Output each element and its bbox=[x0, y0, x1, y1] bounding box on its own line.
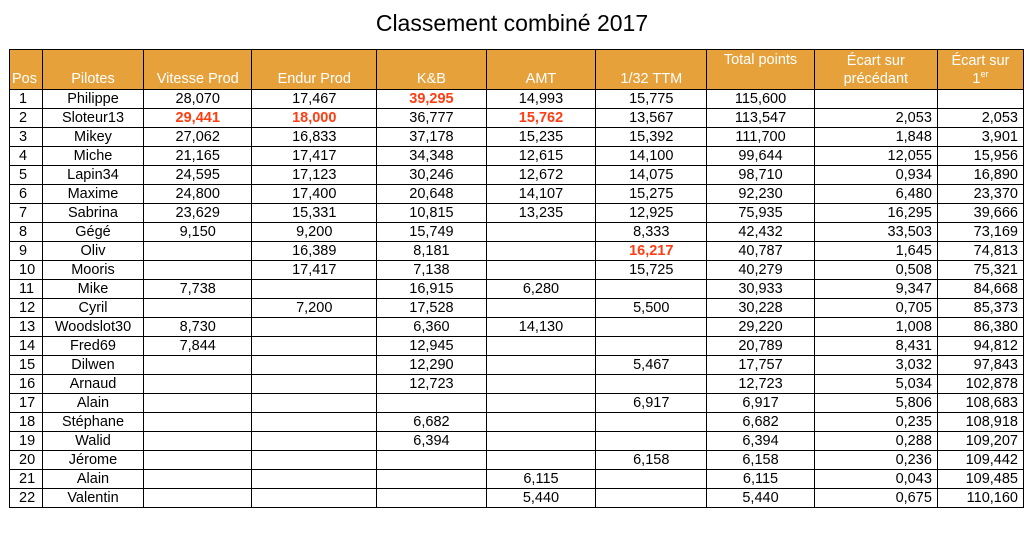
cell-endur: 17,417 bbox=[252, 261, 377, 280]
cell-ecart-prec: 0,235 bbox=[814, 413, 937, 432]
cell-pilote: Sabrina bbox=[42, 204, 143, 223]
cell-endur: 18,000 bbox=[252, 109, 377, 128]
cell-pos: 19 bbox=[10, 432, 43, 451]
cell-ecart-first: 102,878 bbox=[937, 375, 1023, 394]
cell-pos: 16 bbox=[10, 375, 43, 394]
cell-vitesse: 24,800 bbox=[144, 185, 252, 204]
cell-endur bbox=[252, 413, 377, 432]
cell-pos: 13 bbox=[10, 318, 43, 337]
cell-ecart-first: 109,442 bbox=[937, 451, 1023, 470]
table-row bbox=[10, 489, 1024, 508]
cell-ttm: 14,100 bbox=[596, 147, 707, 166]
cell-pos: 8 bbox=[10, 223, 43, 242]
cell-pilote: Maxime bbox=[42, 185, 143, 204]
cell-vitesse: 28,070 bbox=[144, 90, 252, 109]
cell-ecart-prec: 0,508 bbox=[814, 261, 937, 280]
cell-ecart-prec: 1,848 bbox=[814, 128, 937, 147]
cell-pilote: Oliv bbox=[42, 242, 143, 261]
table-row bbox=[10, 261, 1024, 280]
cell-ecart-first: 85,373 bbox=[937, 299, 1023, 318]
cell-endur: 7,200 bbox=[252, 299, 377, 318]
table-row bbox=[10, 109, 1024, 128]
cell-vitesse: 9,150 bbox=[144, 223, 252, 242]
cell-pilote: Jérome bbox=[42, 451, 143, 470]
cell-endur bbox=[252, 337, 377, 356]
cell-vitesse bbox=[144, 451, 252, 470]
header-endur: Endur Prod bbox=[252, 50, 377, 90]
cell-ecart-first: 110,160 bbox=[937, 489, 1023, 508]
cell-pilote: Miche bbox=[42, 147, 143, 166]
cell-pilote: Gégé bbox=[42, 223, 143, 242]
cell-ecart-first: 108,918 bbox=[937, 413, 1023, 432]
cell-endur bbox=[252, 394, 377, 413]
table-row bbox=[10, 147, 1024, 166]
cell-endur bbox=[252, 280, 377, 299]
cell-vitesse: 27,062 bbox=[144, 128, 252, 147]
cell-endur: 17,467 bbox=[252, 90, 377, 109]
cell-pilote: Mooris bbox=[42, 261, 143, 280]
cell-total: 113,547 bbox=[707, 109, 814, 128]
cell-pos: 5 bbox=[10, 166, 43, 185]
cell-pos: 7 bbox=[10, 204, 43, 223]
cell-total: 6,115 bbox=[707, 470, 814, 489]
cell-amt: 13,235 bbox=[486, 204, 596, 223]
cell-kb: 8,181 bbox=[377, 242, 487, 261]
cell-total: 92,230 bbox=[707, 185, 814, 204]
cell-endur: 15,331 bbox=[252, 204, 377, 223]
table-row bbox=[10, 432, 1024, 451]
header-amt: AMT bbox=[486, 50, 596, 90]
cell-ttm: 13,567 bbox=[596, 109, 707, 128]
cell-ttm: 15,725 bbox=[596, 261, 707, 280]
cell-ecart-first: 97,843 bbox=[937, 356, 1023, 375]
header-ecart-first-line1: Écart sur bbox=[951, 53, 1010, 69]
header-ecart-first bbox=[937, 50, 1023, 90]
cell-pos: 2 bbox=[10, 109, 43, 128]
cell-amt bbox=[486, 299, 596, 318]
cell-kb: 16,915 bbox=[377, 280, 487, 299]
cell-ecart-first: 94,812 bbox=[937, 337, 1023, 356]
cell-amt bbox=[486, 242, 596, 261]
cell-ecart-first: 74,813 bbox=[937, 242, 1023, 261]
header-ecart-prec-line2: précédant bbox=[843, 71, 909, 87]
header-ecart-prec bbox=[814, 50, 937, 90]
cell-pilote: Sloteur13 bbox=[42, 109, 143, 128]
cell-ttm: 15,275 bbox=[596, 185, 707, 204]
table-row bbox=[10, 337, 1024, 356]
cell-pilote: Stéphane bbox=[42, 413, 143, 432]
header-vitesse: Vitesse Prod bbox=[144, 50, 252, 90]
header-ttm: 1/32 TTM bbox=[596, 50, 707, 90]
cell-ecart-first bbox=[937, 90, 1023, 109]
cell-ecart-prec: 12,055 bbox=[814, 147, 937, 166]
cell-pilote: Mike bbox=[42, 280, 143, 299]
table-row bbox=[10, 280, 1024, 299]
cell-ttm: 8,333 bbox=[596, 223, 707, 242]
cell-pilote: Dilwen bbox=[42, 356, 143, 375]
cell-kb: 12,723 bbox=[377, 375, 487, 394]
cell-ttm: 6,917 bbox=[596, 394, 707, 413]
cell-ecart-prec bbox=[814, 90, 937, 109]
cell-kb bbox=[377, 451, 487, 470]
cell-ecart-prec: 5,806 bbox=[814, 394, 937, 413]
cell-ttm bbox=[596, 489, 707, 508]
cell-ecart-first: 23,370 bbox=[937, 185, 1023, 204]
cell-ecart-first: 109,207 bbox=[937, 432, 1023, 451]
cell-ecart-first: 109,485 bbox=[937, 470, 1023, 489]
cell-vitesse: 29,441 bbox=[144, 109, 252, 128]
cell-vitesse bbox=[144, 299, 252, 318]
cell-kb: 20,648 bbox=[377, 185, 487, 204]
cell-endur bbox=[252, 375, 377, 394]
cell-ttm: 12,925 bbox=[596, 204, 707, 223]
cell-vitesse: 8,730 bbox=[144, 318, 252, 337]
cell-pilote: Arnaud bbox=[42, 375, 143, 394]
cell-ecart-prec: 3,032 bbox=[814, 356, 937, 375]
cell-amt: 5,440 bbox=[486, 489, 596, 508]
cell-pos: 21 bbox=[10, 470, 43, 489]
cell-total: 111,700 bbox=[707, 128, 814, 147]
cell-total: 40,279 bbox=[707, 261, 814, 280]
cell-kb: 37,178 bbox=[377, 128, 487, 147]
cell-pos: 15 bbox=[10, 356, 43, 375]
cell-vitesse bbox=[144, 242, 252, 261]
cell-kb: 7,138 bbox=[377, 261, 487, 280]
cell-kb: 6,682 bbox=[377, 413, 487, 432]
cell-ttm bbox=[596, 470, 707, 489]
cell-pilote: Alain bbox=[42, 394, 143, 413]
header-ecart-prec-line1: Écart sur bbox=[846, 53, 905, 69]
cell-endur: 17,123 bbox=[252, 166, 377, 185]
table-row bbox=[10, 451, 1024, 470]
cell-total: 115,600 bbox=[707, 90, 814, 109]
cell-endur bbox=[252, 470, 377, 489]
cell-pos: 6 bbox=[10, 185, 43, 204]
cell-pos: 18 bbox=[10, 413, 43, 432]
cell-amt bbox=[486, 413, 596, 432]
table-row bbox=[10, 223, 1024, 242]
cell-amt: 12,672 bbox=[486, 166, 596, 185]
cell-ttm: 5,467 bbox=[596, 356, 707, 375]
cell-endur bbox=[252, 489, 377, 508]
cell-ttm: 15,392 bbox=[596, 128, 707, 147]
cell-amt bbox=[486, 337, 596, 356]
cell-ecart-prec: 1,645 bbox=[814, 242, 937, 261]
cell-pos: 10 bbox=[10, 261, 43, 280]
table-row bbox=[10, 90, 1024, 109]
cell-kb: 36,777 bbox=[377, 109, 487, 128]
cell-ecart-first: 39,666 bbox=[937, 204, 1023, 223]
cell-vitesse: 7,738 bbox=[144, 280, 252, 299]
cell-ecart-prec: 6,480 bbox=[814, 185, 937, 204]
cell-endur bbox=[252, 451, 377, 470]
cell-vitesse bbox=[144, 356, 252, 375]
cell-kb: 10,815 bbox=[377, 204, 487, 223]
cell-endur: 16,389 bbox=[252, 242, 377, 261]
cell-pos: 11 bbox=[10, 280, 43, 299]
cell-kb bbox=[377, 489, 487, 508]
cell-ttm bbox=[596, 280, 707, 299]
cell-total: 30,933 bbox=[707, 280, 814, 299]
cell-kb bbox=[377, 470, 487, 489]
header-pilotes: Pilotes bbox=[42, 50, 143, 90]
cell-endur bbox=[252, 432, 377, 451]
header-ecart-first-sup: er bbox=[980, 69, 989, 80]
cell-kb: 6,394 bbox=[377, 432, 487, 451]
cell-pilote: Woodslot30 bbox=[42, 318, 143, 337]
cell-ecart-prec: 33,503 bbox=[814, 223, 937, 242]
cell-kb: 12,945 bbox=[377, 337, 487, 356]
cell-ecart-prec: 0,288 bbox=[814, 432, 937, 451]
cell-ecart-prec: 2,053 bbox=[814, 109, 937, 128]
cell-amt bbox=[486, 375, 596, 394]
cell-total: 6,917 bbox=[707, 394, 814, 413]
table-row bbox=[10, 470, 1024, 489]
cell-ecart-first: 84,668 bbox=[937, 280, 1023, 299]
cell-pilote: Mikey bbox=[42, 128, 143, 147]
cell-ecart-first: 16,890 bbox=[937, 166, 1023, 185]
cell-ecart-first: 73,169 bbox=[937, 223, 1023, 242]
header-total: Total points bbox=[707, 50, 814, 90]
cell-vitesse: 7,844 bbox=[144, 337, 252, 356]
cell-pos: 12 bbox=[10, 299, 43, 318]
cell-endur: 9,200 bbox=[252, 223, 377, 242]
cell-ecart-prec: 1,008 bbox=[814, 318, 937, 337]
cell-total: 29,220 bbox=[707, 318, 814, 337]
cell-amt bbox=[486, 394, 596, 413]
table-body bbox=[10, 90, 1024, 508]
cell-kb: 12,290 bbox=[377, 356, 487, 375]
cell-endur bbox=[252, 356, 377, 375]
cell-vitesse: 23,629 bbox=[144, 204, 252, 223]
cell-pilote: Philippe bbox=[42, 90, 143, 109]
cell-kb: 30,246 bbox=[377, 166, 487, 185]
cell-ttm: 5,500 bbox=[596, 299, 707, 318]
cell-ttm bbox=[596, 413, 707, 432]
cell-vitesse bbox=[144, 261, 252, 280]
cell-pos: 17 bbox=[10, 394, 43, 413]
cell-vitesse bbox=[144, 375, 252, 394]
cell-ecart-first: 3,901 bbox=[937, 128, 1023, 147]
cell-ecart-prec: 8,431 bbox=[814, 337, 937, 356]
table-row bbox=[10, 356, 1024, 375]
table-row bbox=[10, 204, 1024, 223]
cell-pos: 4 bbox=[10, 147, 43, 166]
cell-amt: 14,107 bbox=[486, 185, 596, 204]
cell-ecart-prec: 0,043 bbox=[814, 470, 937, 489]
cell-ttm bbox=[596, 375, 707, 394]
cell-pilote: Lapin34 bbox=[42, 166, 143, 185]
cell-pos: 3 bbox=[10, 128, 43, 147]
header-ecart-first-line2: 1 bbox=[972, 71, 981, 87]
cell-amt: 14,130 bbox=[486, 318, 596, 337]
cell-ecart-prec: 0,705 bbox=[814, 299, 937, 318]
cell-ecart-first: 108,683 bbox=[937, 394, 1023, 413]
cell-ttm bbox=[596, 318, 707, 337]
cell-total: 40,787 bbox=[707, 242, 814, 261]
cell-vitesse bbox=[144, 394, 252, 413]
cell-pos: 9 bbox=[10, 242, 43, 261]
cell-total: 99,644 bbox=[707, 147, 814, 166]
cell-amt bbox=[486, 356, 596, 375]
cell-total: 5,440 bbox=[707, 489, 814, 508]
cell-pilote: Alain bbox=[42, 470, 143, 489]
cell-amt: 15,762 bbox=[486, 109, 596, 128]
cell-ecart-first: 86,380 bbox=[937, 318, 1023, 337]
cell-total: 6,682 bbox=[707, 413, 814, 432]
cell-vitesse bbox=[144, 432, 252, 451]
cell-ecart-prec: 0,236 bbox=[814, 451, 937, 470]
cell-ecart-prec: 9,347 bbox=[814, 280, 937, 299]
cell-amt: 12,615 bbox=[486, 147, 596, 166]
cell-vitesse: 24,595 bbox=[144, 166, 252, 185]
cell-ttm: 14,075 bbox=[596, 166, 707, 185]
cell-ttm bbox=[596, 432, 707, 451]
cell-endur: 17,400 bbox=[252, 185, 377, 204]
table-row bbox=[10, 394, 1024, 413]
cell-ecart-first: 75,321 bbox=[937, 261, 1023, 280]
cell-amt bbox=[486, 223, 596, 242]
cell-ecart-prec: 16,295 bbox=[814, 204, 937, 223]
cell-vitesse: 21,165 bbox=[144, 147, 252, 166]
cell-total: 6,158 bbox=[707, 451, 814, 470]
table-row bbox=[10, 299, 1024, 318]
table-row bbox=[10, 242, 1024, 261]
cell-pos: 20 bbox=[10, 451, 43, 470]
cell-ecart-first: 15,956 bbox=[937, 147, 1023, 166]
table-row bbox=[10, 185, 1024, 204]
cell-ttm bbox=[596, 337, 707, 356]
cell-kb: 17,528 bbox=[377, 299, 487, 318]
cell-ttm: 6,158 bbox=[596, 451, 707, 470]
ranking-table bbox=[9, 49, 1024, 508]
cell-amt bbox=[486, 261, 596, 280]
table-row bbox=[10, 318, 1024, 337]
cell-endur: 17,417 bbox=[252, 147, 377, 166]
table-row bbox=[10, 166, 1024, 185]
cell-vitesse bbox=[144, 489, 252, 508]
cell-total: 75,935 bbox=[707, 204, 814, 223]
header-pos: Pos bbox=[10, 50, 43, 90]
cell-pos: 22 bbox=[10, 489, 43, 508]
cell-total: 6,394 bbox=[707, 432, 814, 451]
cell-kb: 39,295 bbox=[377, 90, 487, 109]
table-row bbox=[10, 375, 1024, 394]
cell-total: 30,228 bbox=[707, 299, 814, 318]
cell-total: 20,789 bbox=[707, 337, 814, 356]
cell-pilote: Cyril bbox=[42, 299, 143, 318]
cell-pilote: Walid bbox=[42, 432, 143, 451]
cell-endur bbox=[252, 318, 377, 337]
cell-ttm: 15,775 bbox=[596, 90, 707, 109]
cell-ecart-first: 2,053 bbox=[937, 109, 1023, 128]
cell-kb: 34,348 bbox=[377, 147, 487, 166]
cell-kb: 15,749 bbox=[377, 223, 487, 242]
cell-pos: 14 bbox=[10, 337, 43, 356]
cell-kb: 6,360 bbox=[377, 318, 487, 337]
cell-endur: 16,833 bbox=[252, 128, 377, 147]
cell-amt bbox=[486, 432, 596, 451]
table-header bbox=[10, 50, 1024, 90]
header-kb: K&B bbox=[377, 50, 487, 90]
cell-amt: 6,115 bbox=[486, 470, 596, 489]
cell-vitesse bbox=[144, 413, 252, 432]
cell-amt: 15,235 bbox=[486, 128, 596, 147]
cell-total: 12,723 bbox=[707, 375, 814, 394]
table-row bbox=[10, 128, 1024, 147]
cell-vitesse bbox=[144, 470, 252, 489]
page-title: Classement combiné 2017 bbox=[375, 10, 649, 36]
cell-pos: 1 bbox=[10, 90, 43, 109]
cell-ttm: 16,217 bbox=[596, 242, 707, 261]
cell-total: 98,710 bbox=[707, 166, 814, 185]
cell-ecart-prec: 0,675 bbox=[814, 489, 937, 508]
cell-total: 42,432 bbox=[707, 223, 814, 242]
table-row bbox=[10, 413, 1024, 432]
cell-amt: 6,280 bbox=[486, 280, 596, 299]
cell-ecart-prec: 0,934 bbox=[814, 166, 937, 185]
cell-total: 17,757 bbox=[707, 356, 814, 375]
cell-pilote: Fred69 bbox=[42, 337, 143, 356]
cell-ecart-prec: 5,034 bbox=[814, 375, 937, 394]
cell-pilote: Valentin bbox=[42, 489, 143, 508]
cell-amt: 14,993 bbox=[486, 90, 596, 109]
cell-kb bbox=[377, 394, 487, 413]
cell-amt bbox=[486, 451, 596, 470]
